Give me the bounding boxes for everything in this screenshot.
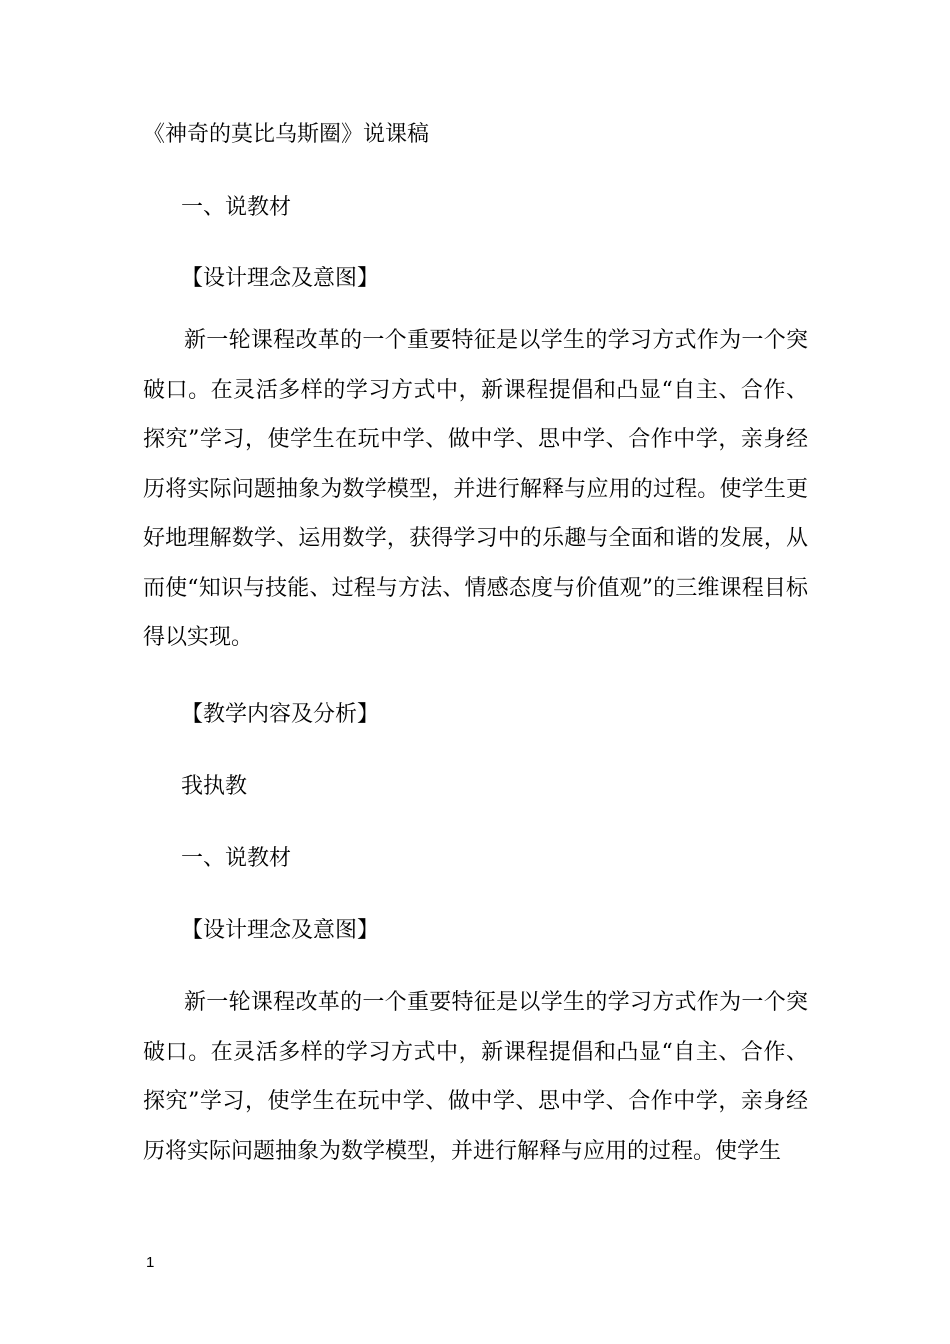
section-heading-teaching-material: 一、说教材 — [181, 195, 292, 220]
section-heading-teaching-material-repeat: 一、说教材 — [181, 846, 292, 871]
paragraph-design-concept-repeat: 新一轮课程改革的一个重要特征是以学生的学习方式作为一个突破口。在灵活多样的学习方式中，新课程提倡和凸显“自主、合作、探究”学习，使学生在玩中学、做中学、思中学、合作中学，亲身经历将实际问题抽象为数学模型，并进行解释与应用的过程。使学生 — [143, 990, 808, 1164]
paragraph-design-concept: 新一轮课程改革的一个重要特征是以学生的学习方式作为一个突破口。在灵活多样的学习方式中，新课程提倡和凸显“自主、合作、探究”学习，使学生在玩中学、做中学、思中学、合作中学，亲身经历将实际问题抽象为数学模型，并进行解释与应用的过程。使学生更好地理解数学、运用数学，获得学习中的乐趣与全面和谐的发展，从而使“知识与技能、过程与方法、情感态度与价值观”的三维课程目标得以实现。 — [143, 328, 808, 650]
subheading-design-concept: 【设计理念及意图】 — [181, 266, 380, 291]
document-title: 《神奇的莫比乌斯圈》说课稿 — [143, 122, 430, 147]
page-number: 1 — [146, 1254, 155, 1271]
subheading-teaching-content: 【教学内容及分析】 — [181, 702, 380, 727]
text-i-teach: 我执教 — [181, 774, 248, 799]
subheading-design-concept-repeat: 【设计理念及意图】 — [181, 918, 380, 943]
